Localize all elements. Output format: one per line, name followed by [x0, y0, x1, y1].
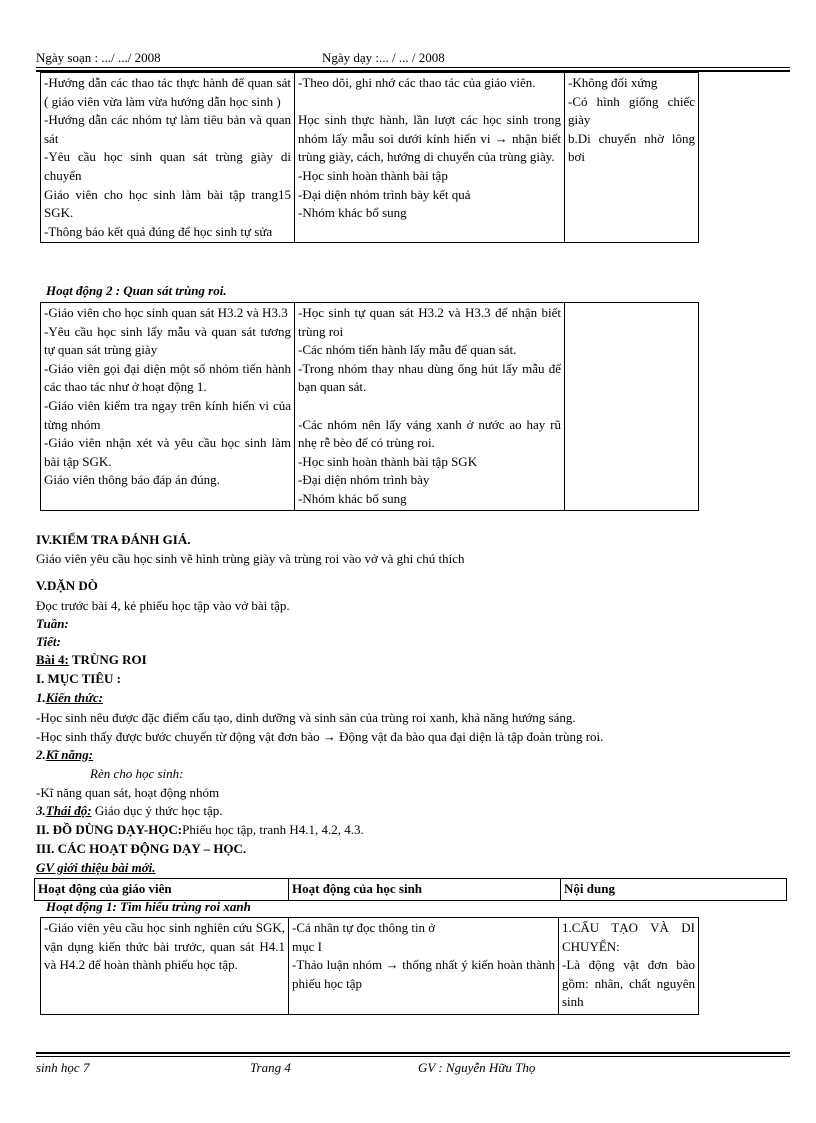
materials-text: Phiếu học tập, tranh H4.1, 4.2, 4.3.: [182, 822, 364, 837]
footer-page: Trang 4: [250, 1060, 291, 1075]
text-line: -Không đối xứng: [568, 75, 658, 90]
table-row: [41, 918, 699, 1015]
content-cell: [559, 918, 699, 1015]
table-row: [41, 303, 699, 511]
footer-rule-thick: [36, 1052, 790, 1054]
text-line: -Hướng dẫn các nhóm tự làm tiêu bản và quan sát: [44, 112, 291, 146]
materials-label: II. ĐỒ DÙNG DẠY-HỌC:: [36, 822, 183, 837]
content-cell: [565, 73, 699, 243]
text-line: -Theo dõi, ghi nhớ các thao tác của giáo viên.: [298, 75, 536, 90]
text-line: -Thông báo kết quả đúng để học sinh tự sửa: [44, 223, 273, 239]
text-line: -Nhóm khác bổ sung: [298, 490, 407, 506]
text-line: Giáo viên thông báo đáp án đúng.: [44, 472, 220, 488]
header-content: Nội dung: [561, 879, 787, 901]
text-line: 1.CẤU TẠO VÀ DI CHUYỂN:: [562, 920, 695, 954]
activity2-title: Hoạt động 2 : Quan sát trùng roi.: [46, 283, 227, 298]
text-line: -Cá nhân tự đọc thông tin ở: [292, 920, 436, 935]
text-line: Học sinh thực hành, lần lượt các học sinh trong nhóm lấy mẫu soi dưới kính hiển vi → nhận biết trùng giày, cách, hướng di chuyển của trùng giày.: [298, 112, 561, 165]
student-cell: [295, 73, 565, 243]
text-line: -Học sinh hoàn thành bài tập SGK: [298, 453, 478, 469]
skills-item: -Kĩ năng quan sát, hoạt động nhóm: [36, 785, 220, 800]
student-cell: [295, 303, 565, 511]
heading-label: Kiến thức:: [45, 690, 104, 705]
activity1-title: Hoạt động 1: Tìm hiểu trùng roi xanh: [46, 899, 251, 914]
lesson-name: TRÙNG ROI: [68, 652, 147, 667]
table-row: [41, 73, 699, 243]
lesson-number: Bài 4:: [36, 652, 69, 667]
student-cell: [289, 918, 559, 1015]
heading-number: 3.: [36, 803, 46, 818]
objectives-title: I. MỤC TIÊU :: [36, 671, 121, 686]
text-line: Giáo viên cho học sinh làm bài tập trang15 SGK.: [44, 186, 291, 221]
text-line: b.Di chuyển nhờ lông bơi: [568, 130, 695, 165]
section4-text: Giáo viên yêu cầu học sinh vẽ hình trùng giày và trùng roi vào vở và ghi chú thích: [36, 551, 465, 566]
table-header-row: [35, 879, 787, 901]
text-line: -Giáo viên yêu cầu học sinh nghiên cứu SGK, vận dụng kiến thức bài trước, quan sát H4.1 và H4.2 để hoàn thành phiếu học tập.: [44, 920, 285, 973]
activity2-table: [40, 302, 699, 511]
teacher-cell: [41, 303, 295, 511]
text-line: -Đại diện nhóm trình bày kết quả: [298, 186, 471, 202]
text-line: -Học sinh tự quan sát H3.2 và H3.3 để nhận biết trùng roi: [298, 305, 561, 339]
teach-date: Ngày dạy :... / ... / 2008: [322, 50, 445, 65]
text-line: -Các nhóm tiến hành lấy mẫu để quan sát.: [298, 342, 517, 358]
text-line: -Trong nhóm thay nhau dùng ống hút lấy mẫu để bạn quan sát.: [298, 360, 561, 395]
period-label: Tiết:: [36, 634, 61, 649]
text-line: -Thảo luận nhóm → thống nhất ý kiến hoàn thành phiếu học tập: [292, 957, 555, 991]
section5-text: Đọc trước bài 4, kẻ phiếu học tập vào vở bài tập.: [36, 598, 290, 613]
teacher-cell: [41, 918, 289, 1015]
heading-number: 1.: [36, 690, 46, 705]
heading-label: Thái độ:: [45, 803, 92, 818]
text-line: -Có hình giống chiếc giày: [568, 93, 695, 128]
content-cell: [565, 303, 699, 511]
activity-header-table: [34, 878, 787, 901]
text-line: -Các nhóm nên lấy váng xanh ở nước ao hay rũ nhẹ rễ bèo để có trùng roi.: [298, 416, 561, 451]
text-line: -Nhóm khác bổ sung: [298, 205, 407, 221]
activities-title: III. CÁC HOẠT ĐỘNG DẠY – HỌC.: [36, 841, 247, 856]
text-line: -Giáo viên nhận xét và yêu cầu học sinh làm bài tập SGK.: [44, 435, 291, 469]
text-line: -Giáo viên gọi đại diện một số nhóm tiến hành các thao tác như ở hoạt động 1.: [44, 360, 291, 395]
footer-teacher: GV : Nguyễn Hữu Thọ: [418, 1060, 536, 1075]
text-line: -Hướng dẫn các thao tác thực hành để quan sát ( giáo viên vừa làm vừa hướng dẫn học sinh ): [44, 75, 291, 109]
text-line: -Giáo viên cho học sinh quan sát H3.2 và H3.3: [44, 305, 288, 320]
intro-line: GV giới thiệu bài mới.: [36, 860, 156, 875]
teacher-cell: [41, 73, 295, 243]
activity1-table: [40, 917, 699, 1015]
attitude-text: Giáo dục ý thức học tập.: [91, 803, 223, 818]
page-header: [36, 50, 780, 66]
text-line: -Yêu cầu học sinh quan sát trùng giày di chuyển: [44, 149, 291, 183]
heading-number: 2.: [36, 747, 46, 762]
footer-rule: [36, 1056, 790, 1057]
knowledge-item: -Học sinh nêu được đặc điểm cấu tạo, dinh dưỡng và sinh sản của trùng roi xanh, khả năng hướng sáng.: [36, 710, 576, 725]
header-rule: [36, 67, 790, 68]
attitude-line: [36, 803, 223, 819]
skills-intro: Rèn cho học sinh:: [90, 766, 184, 781]
header-teacher: Hoạt động của giáo viên: [35, 879, 289, 901]
heading-label: Kĩ năng:: [45, 747, 94, 762]
knowledge-item: -Học sinh thấy được bước chuyển từ động vật đơn bào → Động vật đa bào qua đại diện là tập đoàn trùng roi.: [36, 729, 604, 744]
header-student: Hoạt động của học sinh: [289, 879, 561, 901]
activity1-continued-table: [40, 72, 699, 243]
text-line: -Là động vật đơn bào gồm: nhân, chất nguyên sinh: [562, 957, 695, 1010]
week-label: Tuần:: [36, 616, 69, 631]
prep-date: Ngày soạn : .../ .../ 2008: [36, 50, 161, 65]
footer-subject: sinh học 7: [36, 1060, 90, 1075]
text-line: -Học sinh hoàn thành bài tập: [298, 167, 448, 183]
knowledge-heading: [36, 690, 103, 706]
section4-title: IV.KIỂM TRA ĐÁNH GIÁ.: [36, 532, 191, 547]
skills-heading: [36, 747, 93, 763]
section5-title: V.DẶN DÒ: [36, 578, 98, 593]
text-line: mục I: [292, 938, 322, 954]
materials-line: [36, 822, 364, 838]
text-line: -Yêu cầu học sinh lấy mẫu và quan sát tương tự quan sát trùng giày: [44, 323, 291, 358]
text-line: -Đại diện nhóm trình bày: [298, 472, 430, 488]
lesson-title: [36, 652, 147, 668]
text-line: -Giáo viên kiểm tra ngay trên kính hiển vi của từng nhóm: [44, 397, 291, 432]
